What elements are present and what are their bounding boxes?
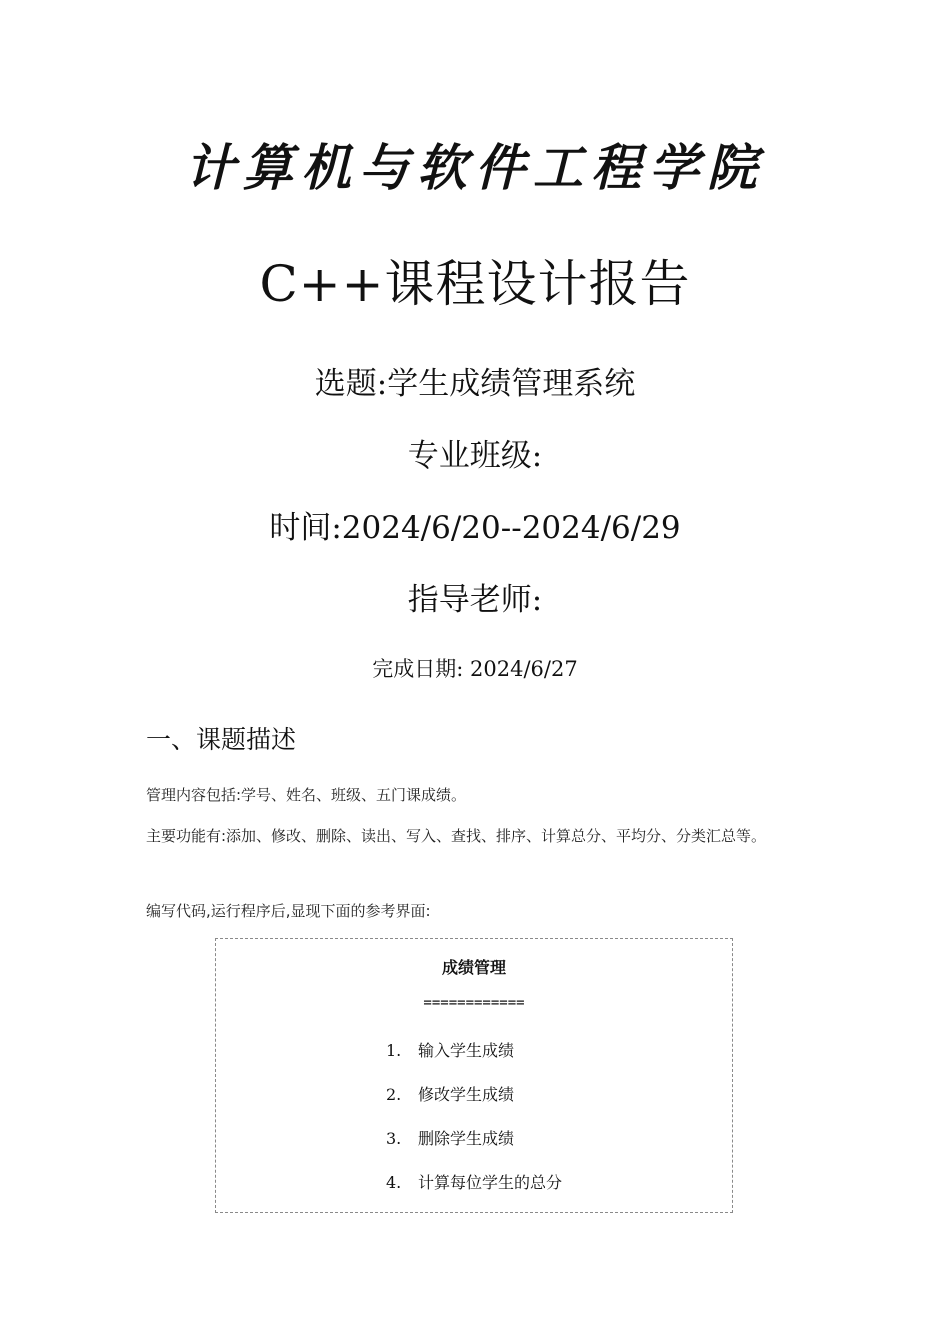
teacher-line: 指导老师: <box>407 582 543 618</box>
reference-menu-box <box>215 938 733 1213</box>
finish-date-line: 完成日期: 2024/6/27 <box>372 657 578 681</box>
major-class-line: 专业班级: <box>407 438 543 474</box>
menu-item <box>386 1129 562 1173</box>
menu-item-label: 输入学生成绩 <box>418 1041 515 1060</box>
section-heading: 一、课题描述 <box>146 725 297 754</box>
menu-separator: ============ <box>423 995 525 1011</box>
menu-item-number: 1. <box>386 1041 402 1060</box>
menu-item <box>386 1173 562 1217</box>
menu-item-label: 修改学生成绩 <box>418 1085 515 1104</box>
menu-item-number: 3. <box>386 1129 402 1148</box>
report-title: C++课程设计报告 <box>259 255 691 313</box>
paragraph-functions: 主要功能有:添加、修改、删除、读出、写入、查找、排序、计算总分、平均分、分类汇总等。 <box>146 827 767 845</box>
menu-item <box>386 1085 562 1129</box>
menu-item-number: 2. <box>386 1085 402 1104</box>
menu-list <box>386 1041 562 1217</box>
menu-item-label: 删除学生成绩 <box>418 1129 515 1148</box>
paragraph-content: 管理内容包括:学号、姓名、班级、五门课成绩。 <box>146 786 467 804</box>
time-line: 时间:2024/6/20--2024/6/29 <box>269 510 681 546</box>
paragraph-instruction: 编写代码,运行程序后,显现下面的参考界面: <box>146 902 431 920</box>
menu-title: 成绩管理 <box>441 958 506 977</box>
topic-line: 选题:学生成绩管理系统 <box>314 366 636 402</box>
menu-item-label: 计算每位学生的总分 <box>418 1173 563 1192</box>
menu-item-number: 4. <box>386 1173 402 1192</box>
menu-item <box>386 1041 562 1085</box>
college-name: 计算机与软件工程学院 <box>185 138 765 197</box>
